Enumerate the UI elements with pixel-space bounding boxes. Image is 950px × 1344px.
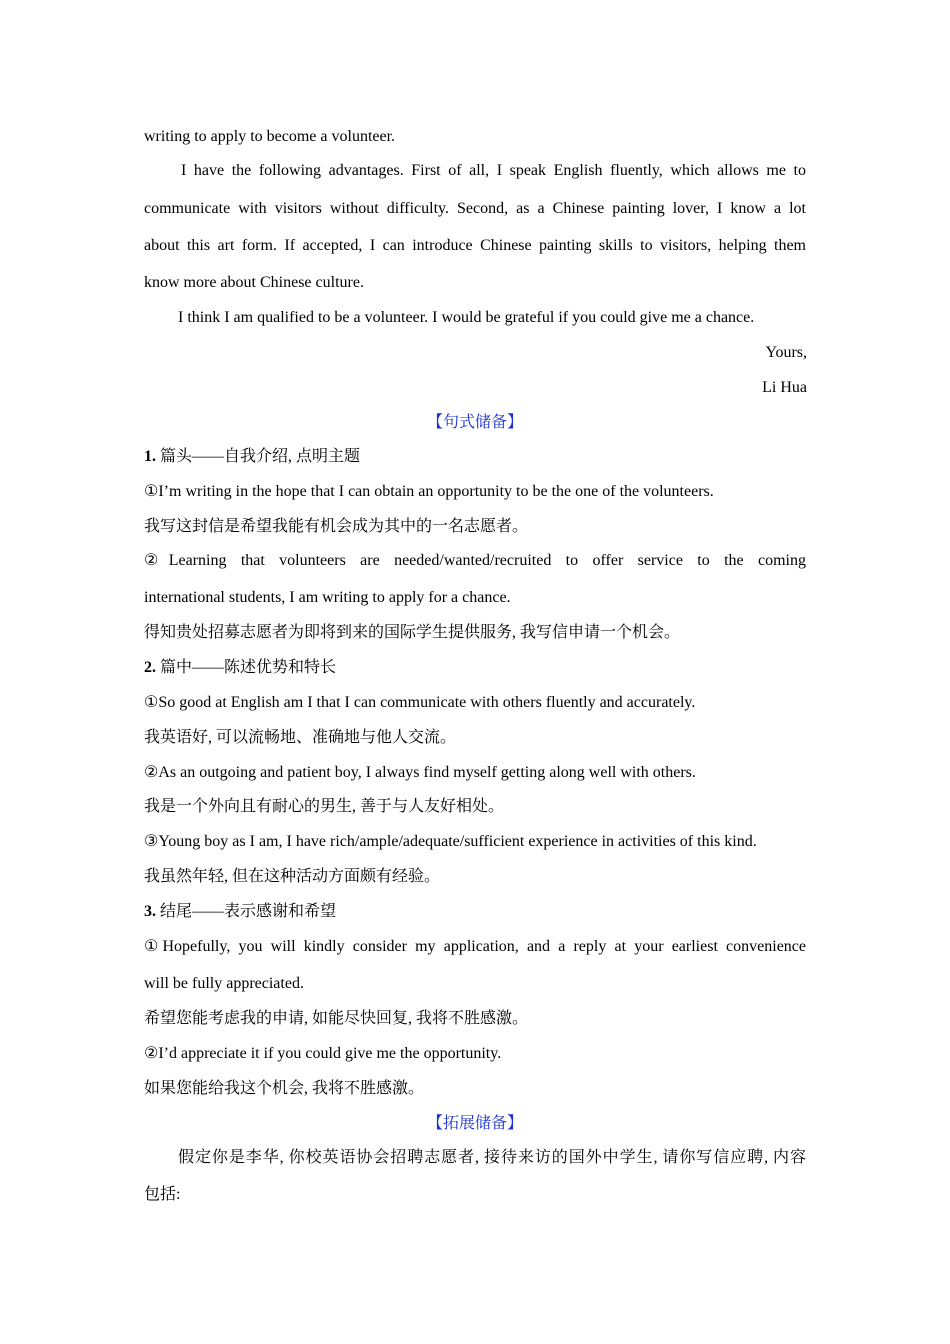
part1-heading <box>144 447 806 467</box>
part3-sentence1-zh: 希望您能考虑我的申请, 如能尽快回复, 我将不胜感激。 <box>144 1010 529 1027</box>
section-title-extension: 【拓展储备】 <box>426 1115 523 1132</box>
letter-intro-end: writing to apply to become a volunteer. <box>144 128 396 145</box>
section-title-sentences: 【句式储备】 <box>426 414 523 431</box>
part1-sentence1-zh: 我写这封信是希望我能有机会成为其中的一名志愿者。 <box>144 518 529 535</box>
part2-heading <box>144 658 806 678</box>
part1-sentence2-en-line2: international students, I am writing to apply for a chance. <box>144 589 511 606</box>
part3-sentence1-en-line2: will be fully appreciated. <box>144 975 304 992</box>
part2-sentence2-en: ②As an outgoing and patient boy, I always find myself getting along well with others. <box>144 764 696 781</box>
letter-para2-line4: know more about Chinese culture. <box>144 274 364 291</box>
part3-sentence2-en: ②I’d appreciate it if you could give me the opportunity. <box>144 1045 502 1062</box>
part3-number: 3. <box>144 903 156 920</box>
part2-sentence3-zh: 我虽然年轻, 但在这种活动方面颇有经验。 <box>144 868 441 885</box>
part2-sentence3-en: ③Young boy as I am, I have rich/ample/adequate/sufficient experience in activities of this kind. <box>144 833 757 850</box>
part2-sentence1-en: ①So good at English am I that I can communicate with others fluently and accurately. <box>144 694 696 711</box>
extension-prompt-line1: 假定你是李华, 你校英语协会招聘志愿者, 接待来访的国外中学生, 请你写信应聘, 内容 <box>178 1149 806 1166</box>
part3-sentence2-zh: 如果您能给我这个机会, 我将不胜感激。 <box>144 1080 425 1097</box>
part2-sentence1-zh: 我英语好, 可以流畅地、准确地与他人交流。 <box>144 729 457 746</box>
part3-sentence1-en-line1: ①Hopefully, you will kindly consider my application, and a reply at your earliest convenience <box>144 938 806 955</box>
part2-number: 2. <box>144 659 156 676</box>
part1-sentence2-en-line1: ②Learning that volunteers are needed/wanted/recruited to offer service to the coming <box>144 552 806 569</box>
part2-heading-text: 篇中——陈述优势和特长 <box>160 659 337 676</box>
letter-para2-line2: communicate with visitors without difficulty. Second, as a Chinese painting lover, I know a lot <box>144 200 806 217</box>
part1-sentence1-en: ①I’m writing in the hope that I can obtain an opportunity to be the one of the volunteers. <box>144 483 714 500</box>
letter-para3: I think I am qualified to be a volunteer. I would be grateful if you could give me a chance. <box>178 309 755 326</box>
part1-heading-text: 篇头——自我介绍, 点明主题 <box>160 448 361 465</box>
part1-sentence2-zh: 得知贵处招募志愿者为即将到来的国际学生提供服务, 我写信申请一个机会。 <box>144 624 681 641</box>
letter-closing: Yours, <box>765 344 807 361</box>
part3-heading-text: 结尾——表示感谢和希望 <box>160 903 337 920</box>
extension-prompt-line2: 包括: <box>144 1186 181 1203</box>
letter-para2-line1: I have the following advantages. First of all, I speak English fluently, which allows me to <box>181 162 806 179</box>
part2-sentence2-zh: 我是一个外向且有耐心的男生, 善于与人友好相处。 <box>144 798 505 815</box>
part3-heading <box>144 902 806 922</box>
letter-signature: Li Hua <box>762 379 807 396</box>
letter-para2-line3: about this art form. If accepted, I can introduce Chinese painting skills to visitors, helping them <box>144 237 806 254</box>
part1-number: 1. <box>144 448 156 465</box>
